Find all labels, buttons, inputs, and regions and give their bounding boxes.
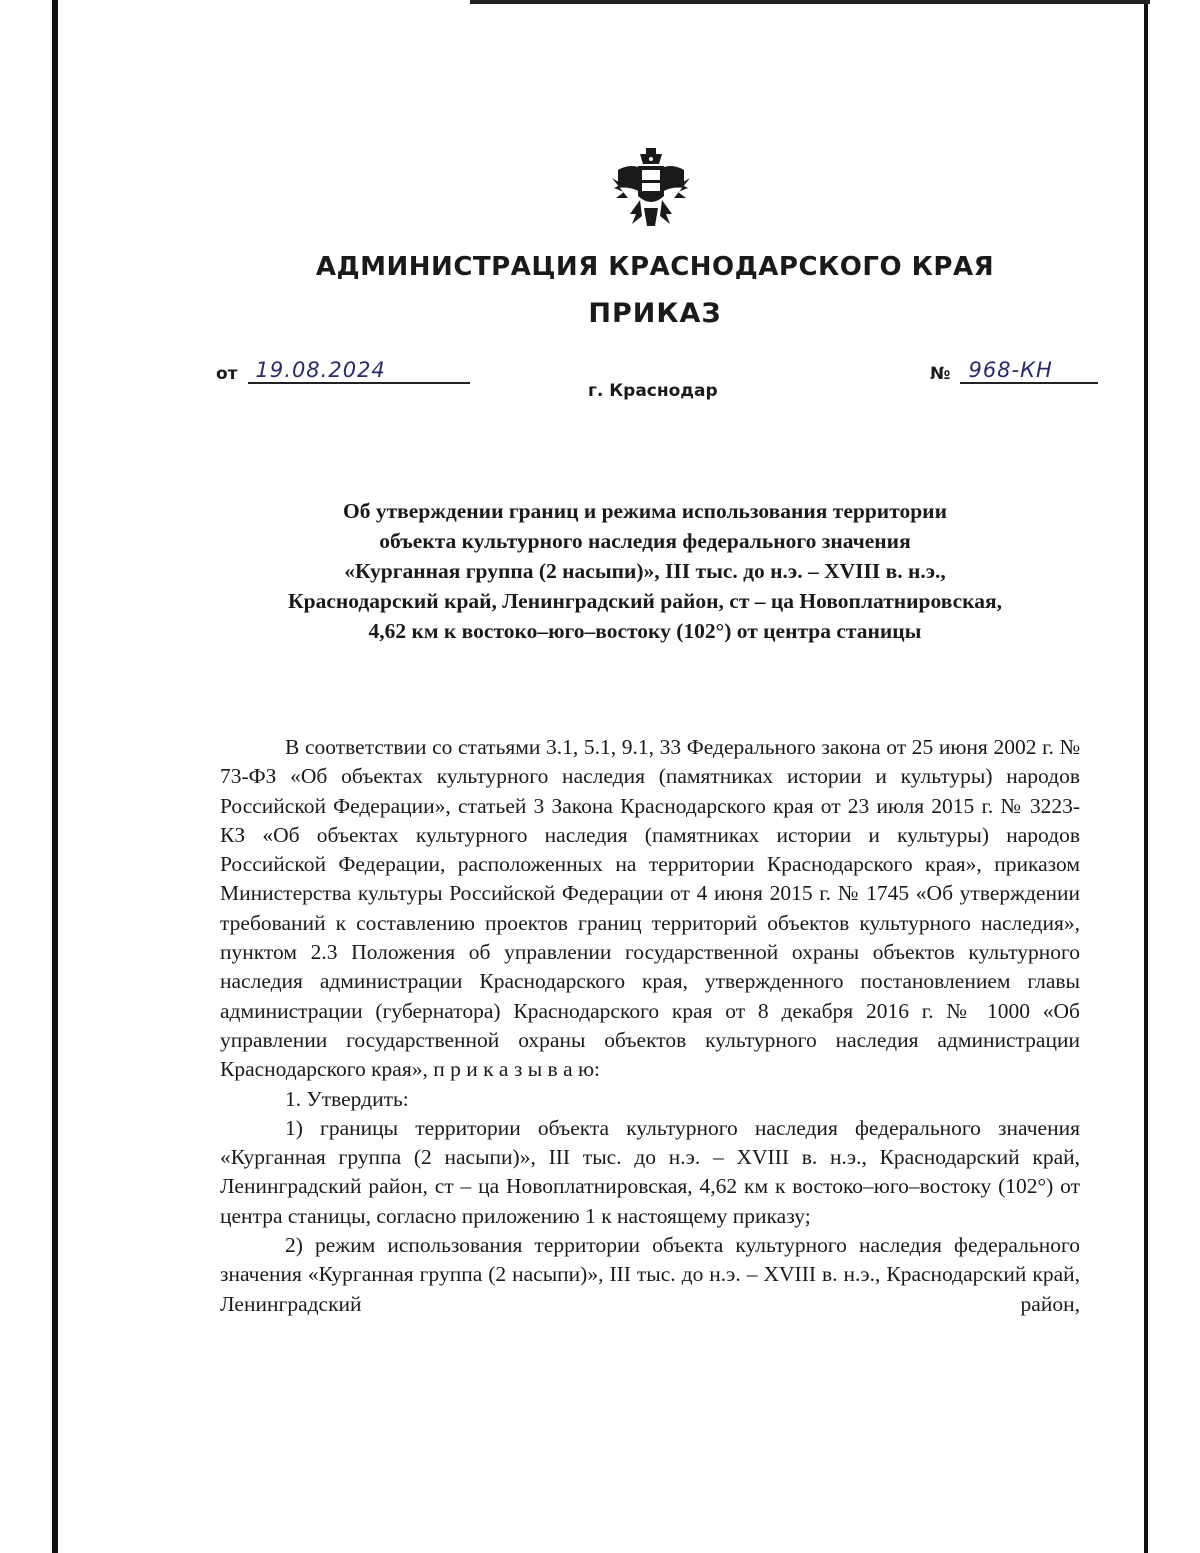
number-prefix: № (930, 364, 951, 384)
subject-line: Об утверждении границ и режима использования территории (343, 499, 947, 523)
item-1-1-paragraph: 1) границы территории объекта культурного наследия федерального значения «Курганная группа (2 насыпи)», III тыс. до н.э. – XVIII в. н.э., Краснодарский край, Ленинградский район, ст – ца Новоплатнировская, 4,62 км к востоко–юго–востоку (102°) от центра станицы, согласно приложению 1 к настоящему приказу; (220, 1115, 1080, 1228)
document-subject (170, 496, 1120, 646)
document-type: ПРИКАЗ (588, 298, 722, 329)
date-field (216, 356, 470, 386)
preamble-paragraph: В соответствии со статьями 3.1, 5.1, 9.1, 33 Федерального закона от 25 июня 2002 г. № 73-ФЗ «Об объектах культурного наследия (памятниках истории и культуры) народов Российской Федерации», статьей 3 Закона Краснодарского края от 23 июля 2015 г. № 3223-КЗ «Об объектах культурного наследия (памятниках истории и культуры) народов Российской Федерации, расположенных на территории Краснодарского края», приказом Министерства культуры Российской Федерации от 4 июня 2015 г. № 1745 «Об утверждении требований к составлению проектов границ территорий объектов культурного наследия», пунктом 2.3 Положения об управлении государственной охраны объектов культурного наследия администрации Краснодарского края, утвержденного постановлением главы администрации (губернатора) Краснодарского края от 8 декабря 2016 г. № 1000 «Об управлении государственной охраны объектов культурного наследия администрации Краснодарского края», п р и к а з ы в а ю: (220, 735, 1080, 1082)
subject-line: 4,62 км к востоко–юго–востоку (102°) от центра станицы (368, 619, 922, 643)
date-underline (248, 356, 470, 384)
scan-border-top (470, 0, 1150, 4)
city-label: г. Краснодар (588, 381, 718, 401)
item-1-2-paragraph: 2) режим использования территории объекта культурного наследия федерального значения «Курганная группа (2 насыпи)», III тыс. до н.э. – XVIII в. н.э., Краснодарский край, Ленинградский район, (220, 1233, 1080, 1316)
subject-line: «Курганная группа (2 насыпи)», III тыс. до н.э. – XVIII в. н.э., (344, 559, 946, 583)
organization-title: АДМИНИСТРАЦИЯ КРАСНОДАРСКОГО КРАЯ (315, 252, 995, 282)
date-prefix: от (216, 364, 238, 384)
number-underline (960, 356, 1098, 384)
handwritten-number: 968-КН (968, 358, 1053, 382)
coat-of-arms-emblem (610, 148, 692, 230)
item-1-paragraph: 1. Утвердить: (285, 1086, 409, 1111)
scan-border-left (52, 0, 58, 1553)
document-body (220, 733, 1080, 1319)
handwritten-date: 19.08.2024 (255, 358, 386, 382)
subject-line: объекта культурного наследия федерального значения (379, 529, 911, 553)
subject-line: Краснодарский край, Ленинградский район, ст – ца Новоплатнировская, (288, 589, 1002, 613)
scan-border-right (1144, 0, 1148, 1553)
number-field (930, 356, 1098, 386)
